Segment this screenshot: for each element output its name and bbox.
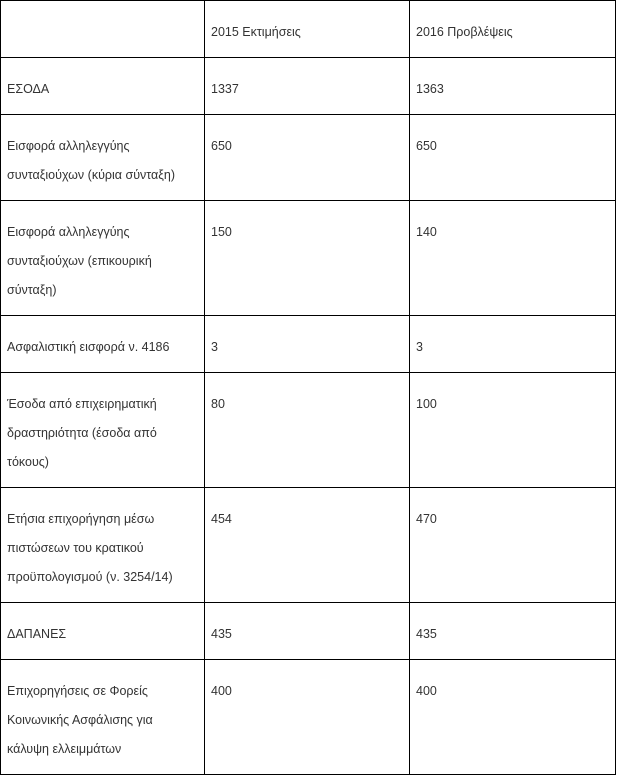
row-value-2015: 80 — [205, 373, 410, 488]
table-row — [1, 115, 616, 201]
row-value-2016: 650 — [410, 115, 616, 201]
row-value-2015: 3 — [205, 316, 410, 373]
row-value-2016: 435 — [410, 603, 616, 660]
table-row — [1, 58, 616, 115]
table-row — [1, 201, 616, 316]
header-cell-label — [1, 1, 205, 58]
table-row — [1, 316, 616, 373]
row-value-2016: 3 — [410, 316, 616, 373]
table-row — [1, 603, 616, 660]
row-value-2016: 400 — [410, 660, 616, 775]
row-value-2015: 400 — [205, 660, 410, 775]
row-value-2015: 1337 — [205, 58, 410, 115]
row-value-2015: 650 — [205, 115, 410, 201]
row-value-2015: 454 — [205, 488, 410, 603]
header-cell-2016: 2016 Προβλέψεις — [410, 1, 616, 58]
row-label: Εισφορά αλληλεγγύης συνταξιούχων (επικουρική σύνταξη) — [1, 201, 205, 316]
row-label: ΔΑΠΑΝΕΣ — [1, 603, 205, 660]
row-label: Ετήσια επιχορήγηση μέσω πιστώσεων του κρατικού προϋπολογισμού (ν. 3254/14) — [1, 488, 205, 603]
row-label: ΕΣΟΔΑ — [1, 58, 205, 115]
table-header-row — [1, 1, 616, 58]
table-row — [1, 488, 616, 603]
row-label: Εισφορά αλληλεγγύης συνταξιούχων (κύρια σύνταξη) — [1, 115, 205, 201]
row-value-2016: 470 — [410, 488, 616, 603]
row-label: Επιχορηγήσεις σε Φορείς Κοινωνικής Ασφάλισης για κάλυψη ελλειμμάτων — [1, 660, 205, 775]
table-row — [1, 373, 616, 488]
row-value-2016: 100 — [410, 373, 616, 488]
row-value-2016: 140 — [410, 201, 616, 316]
table-row — [1, 660, 616, 775]
row-value-2016: 1363 — [410, 58, 616, 115]
header-cell-2015: 2015 Εκτιμήσεις — [205, 1, 410, 58]
row-label: Έσοδα από επιχειρηματική δραστηριότητα (έσοδα από τόκους) — [1, 373, 205, 488]
row-label: Ασφαλιστική εισφορά ν. 4186 — [1, 316, 205, 373]
row-value-2015: 150 — [205, 201, 410, 316]
row-value-2015: 435 — [205, 603, 410, 660]
